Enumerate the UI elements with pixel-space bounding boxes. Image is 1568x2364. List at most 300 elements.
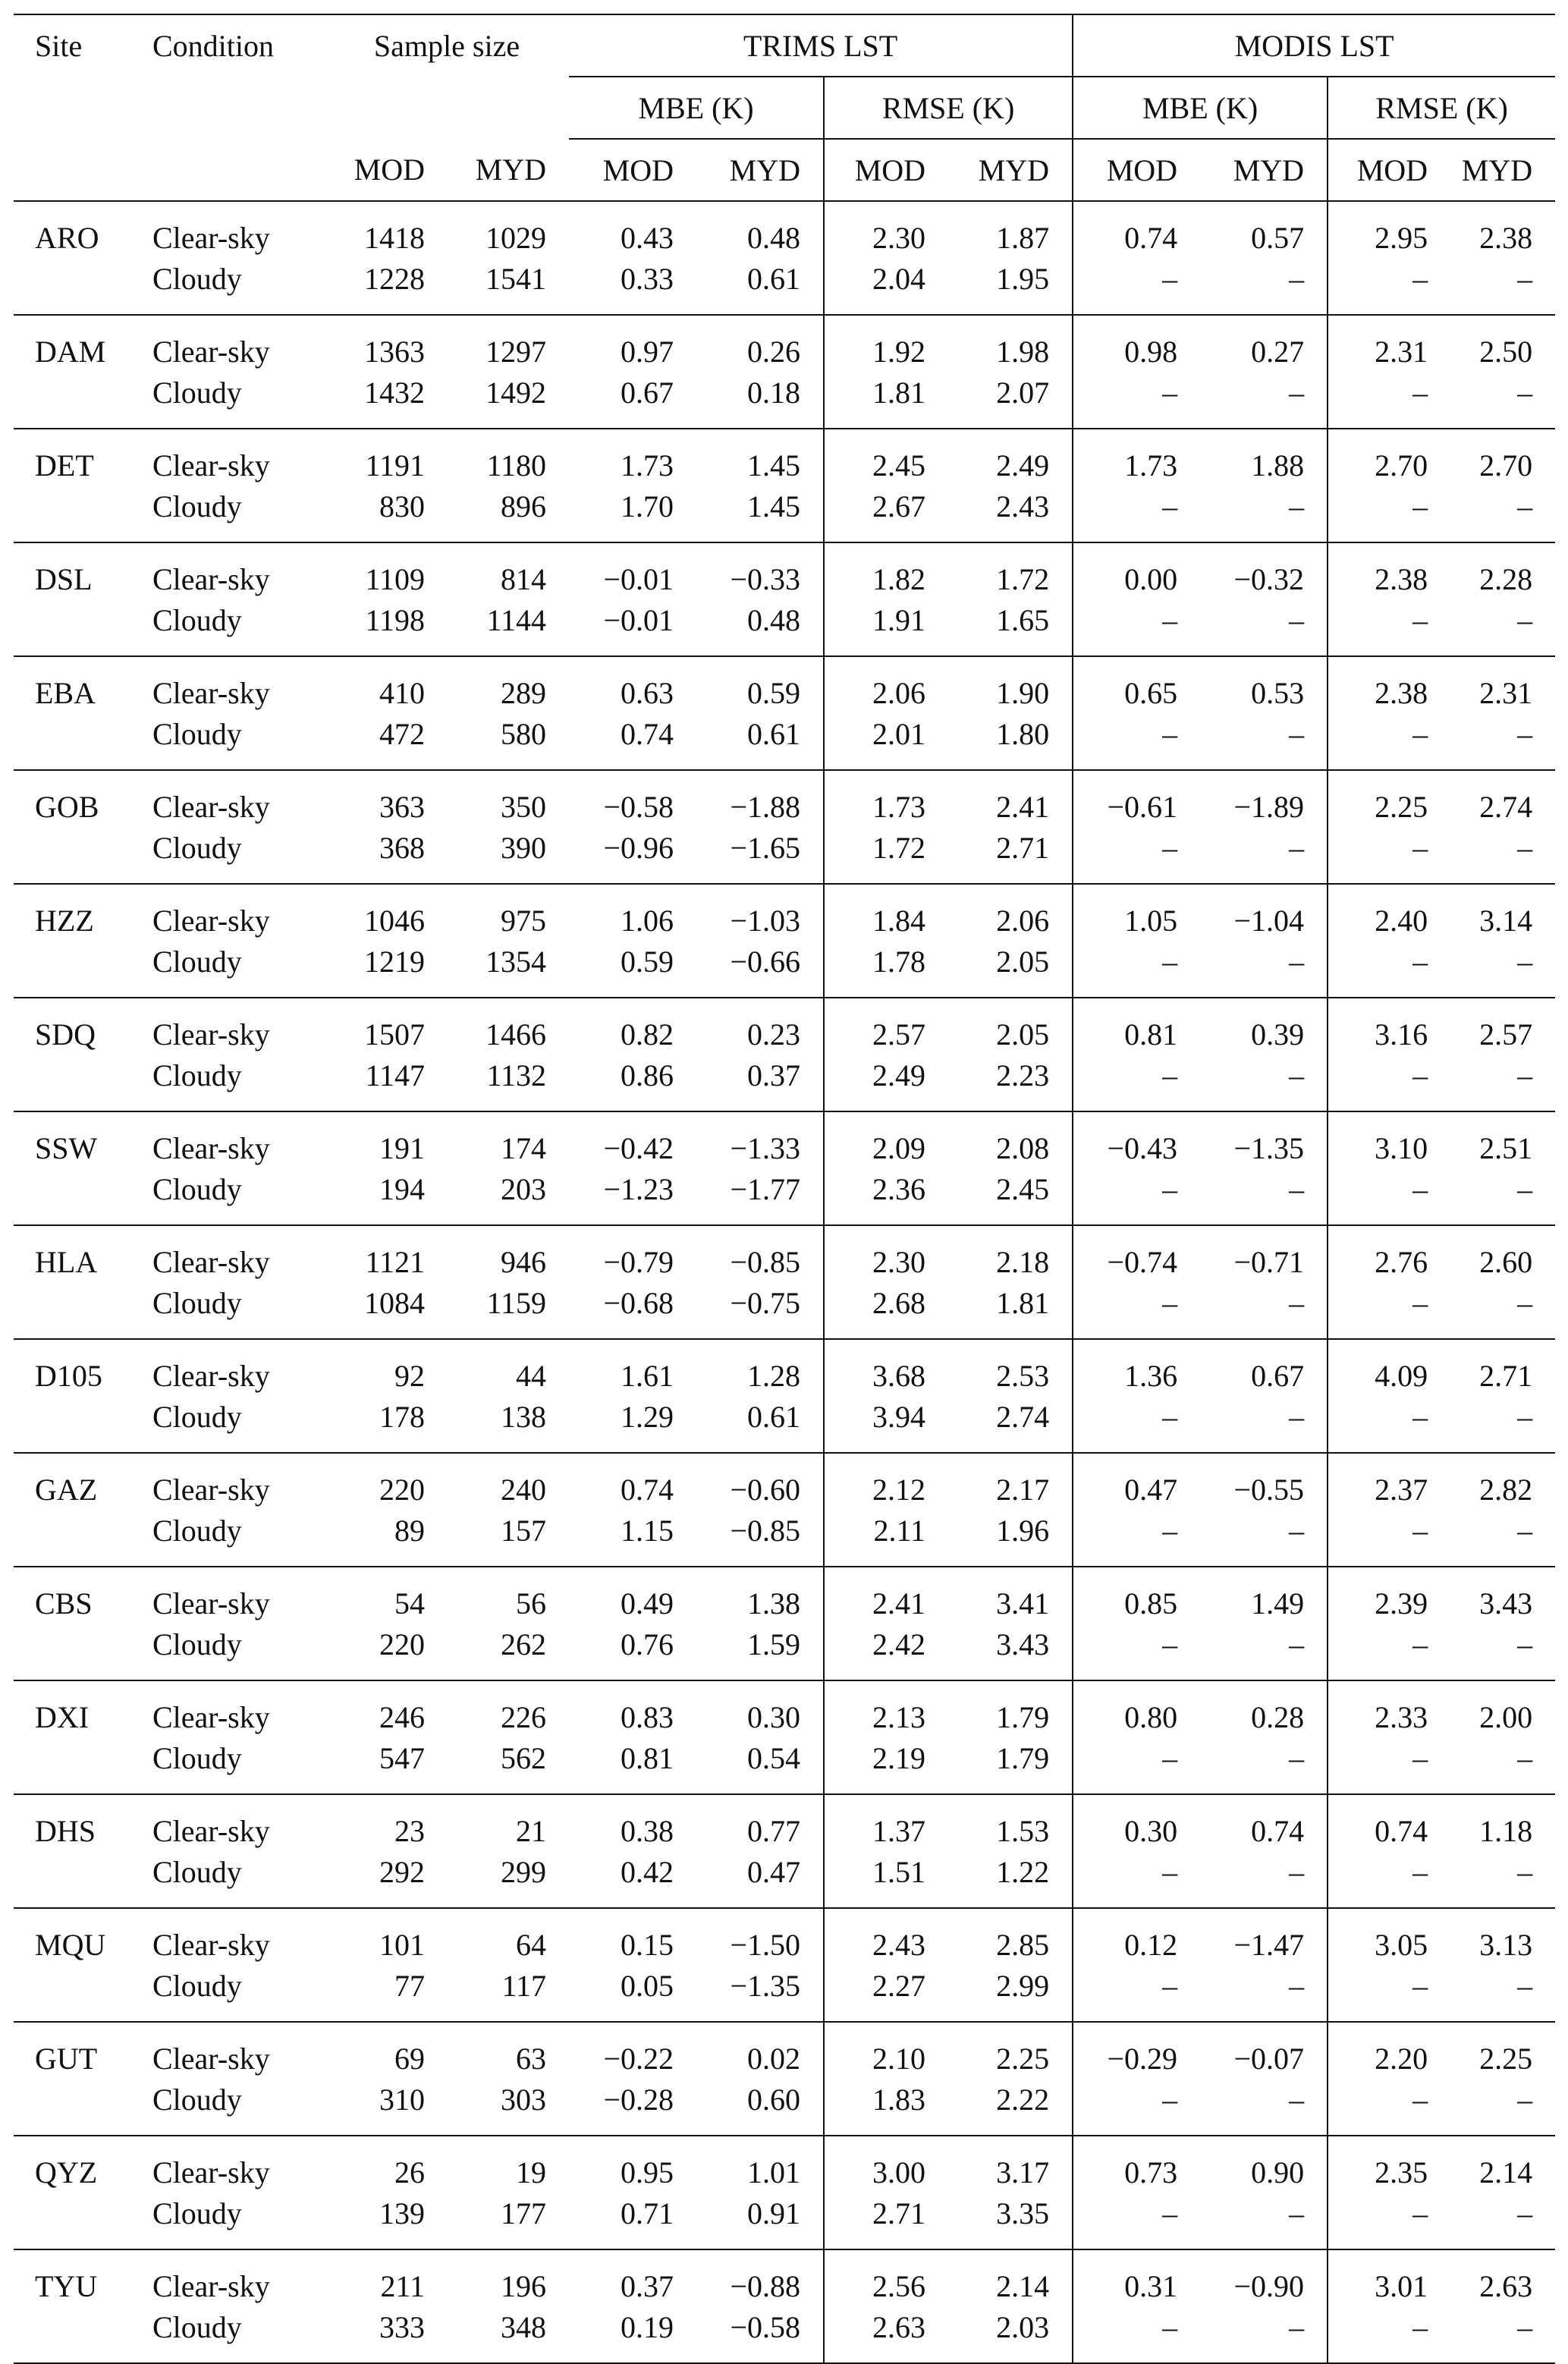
value-cell: −1.65: [730, 830, 801, 865]
value-cell: 44: [516, 1358, 547, 1393]
value-cell: 0.60: [747, 2082, 801, 2117]
value-cell: –: [1073, 486, 1200, 527]
table-row: [14, 1810, 1555, 1851]
value-cell: 240: [501, 1472, 547, 1507]
value-cell: –: [1517, 1058, 1533, 1092]
value-cell: –: [1073, 2193, 1200, 2234]
value-cell: 2.36: [824, 1168, 948, 1209]
value-cell: 1541: [485, 261, 547, 296]
value-cell: –: [1328, 1055, 1450, 1096]
value-cell: 226: [501, 1699, 547, 1734]
condition-cell: Cloudy: [152, 2309, 242, 2344]
condition-cell: Clear-sky: [152, 2268, 270, 2303]
condition-cell: Cloudy: [152, 602, 242, 637]
value-cell: 0.65: [1073, 672, 1200, 713]
value-cell: 0.53: [1251, 675, 1305, 710]
value-cell: 1.80: [996, 716, 1050, 751]
value-cell: 310: [379, 2082, 425, 2117]
value-cell: 1.61: [621, 1358, 674, 1393]
value-cell: 3.10: [1328, 1127, 1450, 1168]
value-cell: 0.57: [1251, 220, 1305, 255]
value-cell: −0.85: [730, 1244, 801, 1279]
value-cell: –: [1517, 261, 1533, 296]
value-cell: 292: [379, 1854, 425, 1889]
value-cell: 0.97: [621, 334, 674, 369]
value-cell: 390: [501, 830, 547, 865]
value-cell: 348: [501, 2309, 547, 2344]
value-cell: −0.58: [730, 2309, 801, 2344]
value-cell: 0.02: [747, 2041, 801, 2076]
value-cell: 0.48: [747, 220, 801, 255]
table-row: [14, 2265, 1555, 2306]
value-cell: 2.25: [1479, 2041, 1533, 2076]
condition-cell: Clear-sky: [152, 1927, 270, 1962]
value-cell: 0.71: [621, 2196, 674, 2230]
table-row: [14, 599, 1555, 640]
value-cell: 0.86: [621, 1058, 674, 1092]
value-cell: 2.35: [1328, 2152, 1450, 2193]
value-cell: –: [1073, 1510, 1200, 1551]
value-cell: 1.65: [996, 602, 1050, 637]
value-cell: 26: [394, 2155, 425, 2190]
value-cell: 1.72: [824, 827, 948, 868]
value-cell: 1.18: [1479, 1813, 1533, 1848]
condition-cell: Cloudy: [152, 1627, 242, 1661]
value-cell: 2.45: [996, 1171, 1050, 1206]
value-cell: 2.95: [1328, 217, 1450, 258]
value-cell: −0.88: [730, 2268, 801, 2303]
condition-cell: Clear-sky: [152, 2041, 270, 2076]
value-cell: –: [1073, 599, 1200, 640]
table-row: [14, 1510, 1555, 1551]
value-cell: –: [1289, 1627, 1305, 1661]
header-sample-mod: MOD: [325, 139, 448, 201]
value-cell: 0.05: [621, 1968, 674, 2003]
value-cell: 1363: [364, 334, 425, 369]
value-cell: 3.43: [1479, 1586, 1533, 1621]
value-cell: 1.37: [824, 1810, 948, 1851]
value-cell: –: [1073, 713, 1200, 754]
value-cell: –: [1073, 1965, 1200, 2006]
value-cell: 2.49: [824, 1055, 948, 1096]
value-cell: 946: [501, 1244, 547, 1279]
value-cell: –: [1328, 1737, 1450, 1778]
value-cell: 896: [501, 489, 547, 523]
value-cell: 0.83: [621, 1699, 674, 1734]
value-cell: 64: [516, 1927, 547, 1962]
value-cell: 0.95: [621, 2155, 674, 2190]
value-cell: 2.14: [996, 2268, 1050, 2303]
value-cell: −0.66: [730, 944, 801, 979]
condition-cell: Cloudy: [152, 716, 242, 751]
value-cell: −0.43: [1073, 1127, 1200, 1168]
value-cell: 2.41: [996, 789, 1050, 824]
condition-cell: Cloudy: [152, 489, 242, 523]
value-cell: −1.47: [1233, 1927, 1305, 1962]
value-cell: 0.74: [1328, 1810, 1450, 1851]
value-cell: 562: [501, 1740, 547, 1775]
header-trims-rmse-mod: MOD: [824, 139, 948, 201]
value-cell: –: [1328, 486, 1450, 527]
value-cell: 2.70: [1328, 445, 1450, 486]
value-cell: 194: [379, 1171, 425, 1206]
table-row: [14, 217, 1555, 258]
value-cell: –: [1289, 2196, 1305, 2230]
value-cell: –: [1328, 827, 1450, 868]
value-cell: 1.81: [996, 1285, 1050, 1320]
value-cell: 3.05: [1328, 1924, 1450, 1965]
value-cell: 1029: [485, 220, 547, 255]
value-cell: 3.17: [996, 2155, 1050, 2190]
value-cell: 196: [501, 2268, 547, 2303]
value-cell: 2.82: [1479, 1472, 1533, 1507]
value-cell: 2.33: [1328, 1696, 1450, 1737]
value-cell: 1.28: [747, 1358, 801, 1393]
value-cell: −0.33: [730, 561, 801, 596]
value-cell: −0.22: [603, 2041, 674, 2076]
value-cell: –: [1328, 2079, 1450, 2120]
value-cell: –: [1073, 1737, 1200, 1778]
header-trims-lst: TRIMS LST: [569, 14, 1073, 77]
value-cell: 1.45: [747, 489, 801, 523]
value-cell: 92: [394, 1358, 425, 1393]
table-row: [14, 900, 1555, 941]
site-name: EBA: [35, 675, 96, 710]
value-cell: –: [1289, 1740, 1305, 1775]
value-cell: 1121: [365, 1244, 425, 1279]
value-cell: 0.67: [621, 375, 674, 410]
value-cell: 363: [379, 789, 425, 824]
condition-cell: Cloudy: [152, 2196, 242, 2230]
value-cell: 63: [516, 2041, 547, 2076]
value-cell: 368: [379, 830, 425, 865]
value-cell: 4.09: [1328, 1355, 1450, 1396]
value-cell: −0.71: [1233, 1244, 1305, 1279]
value-cell: –: [1328, 941, 1450, 982]
value-cell: 0.28: [1251, 1699, 1305, 1734]
header-site: Site: [14, 14, 131, 77]
value-cell: 2.10: [824, 2038, 948, 2079]
value-cell: 830: [379, 489, 425, 523]
value-cell: 2.25: [1328, 786, 1450, 827]
value-cell: –: [1517, 1513, 1533, 1548]
value-cell: 2.28: [1479, 561, 1533, 596]
table-row: [14, 1241, 1555, 1282]
value-cell: 2.06: [824, 672, 948, 713]
value-cell: 975: [501, 903, 547, 938]
table-row: [14, 1282, 1555, 1323]
condition-cell: Clear-sky: [152, 1699, 270, 1734]
condition-cell: Cloudy: [152, 375, 242, 410]
value-cell: 2.74: [1479, 789, 1533, 824]
value-cell: –: [1289, 830, 1305, 865]
value-cell: −0.85: [730, 1513, 801, 1548]
table-row: [14, 1737, 1555, 1778]
table-row: [14, 786, 1555, 827]
value-cell: 101: [379, 1927, 425, 1962]
value-cell: 2.38: [1479, 220, 1533, 255]
value-cell: −0.01: [603, 561, 674, 596]
header-modis-rmse: RMSE (K): [1328, 77, 1555, 139]
value-cell: 0.98: [1073, 331, 1200, 372]
table-row: [14, 1965, 1555, 2006]
value-cell: 1.81: [824, 372, 948, 413]
value-cell: –: [1517, 602, 1533, 637]
table-row: [14, 941, 1555, 982]
value-cell: 2.18: [996, 1244, 1050, 1279]
value-cell: 2.57: [824, 1014, 948, 1055]
value-cell: −0.90: [1233, 2268, 1305, 2303]
value-cell: 1507: [364, 1017, 425, 1052]
value-cell: 2.42: [824, 1624, 948, 1665]
header-trims-rmse-myd: MYD: [948, 139, 1073, 201]
condition-cell: Cloudy: [152, 1399, 242, 1434]
value-cell: 2.27: [824, 1965, 948, 2006]
value-cell: 19: [516, 2155, 547, 2190]
site-name: GUT: [35, 2041, 98, 2076]
value-cell: –: [1517, 1171, 1533, 1206]
value-cell: –: [1289, 1285, 1305, 1320]
value-cell: 0.74: [1073, 217, 1200, 258]
value-cell: –: [1517, 1968, 1533, 2003]
site-name: HLA: [35, 1244, 98, 1279]
value-cell: 0.61: [747, 1399, 801, 1434]
value-cell: 0.23: [747, 1017, 801, 1052]
value-cell: –: [1073, 827, 1200, 868]
condition-cell: Clear-sky: [152, 334, 270, 369]
condition-cell: Clear-sky: [152, 1813, 270, 1848]
value-cell: −1.04: [1233, 903, 1305, 938]
value-cell: 1.78: [824, 941, 948, 982]
site-name: DXI: [35, 1699, 90, 1734]
value-cell: 1.72: [996, 561, 1050, 596]
value-cell: –: [1073, 1282, 1200, 1323]
value-cell: 1.15: [621, 1513, 674, 1548]
value-cell: 2.00: [1479, 1699, 1533, 1734]
value-cell: 203: [501, 1171, 547, 1206]
value-cell: 56: [516, 1586, 547, 1621]
value-cell: 3.01: [1328, 2265, 1450, 2306]
value-cell: 2.07: [996, 375, 1050, 410]
value-cell: 3.35: [996, 2196, 1050, 2230]
condition-cell: Clear-sky: [152, 789, 270, 824]
value-cell: 0.30: [747, 1699, 801, 1734]
value-cell: 2.63: [824, 2306, 948, 2347]
value-cell: 0.48: [747, 602, 801, 637]
value-cell: −1.89: [1233, 789, 1305, 824]
value-cell: –: [1289, 602, 1305, 637]
value-cell: 157: [501, 1513, 547, 1548]
condition-cell: Clear-sky: [152, 2155, 270, 2190]
value-cell: –: [1289, 1399, 1305, 1434]
value-cell: –: [1517, 489, 1533, 523]
value-cell: 2.43: [824, 1924, 948, 1965]
value-cell: 2.37: [1328, 1469, 1450, 1510]
value-cell: 0.59: [621, 944, 674, 979]
value-cell: 2.63: [1479, 2268, 1533, 2303]
value-cell: –: [1517, 2309, 1533, 2344]
value-cell: –: [1073, 1396, 1200, 1437]
value-cell: 2.04: [824, 258, 948, 299]
value-cell: 1297: [485, 334, 547, 369]
table-row: [14, 558, 1555, 599]
value-cell: –: [1073, 941, 1200, 982]
table-row: [14, 258, 1555, 299]
value-cell: 3.16: [1328, 1014, 1450, 1055]
value-cell: 2.23: [996, 1058, 1050, 1092]
value-cell: 0.38: [621, 1813, 674, 1848]
value-cell: 0.90: [1251, 2155, 1305, 2190]
value-cell: 2.57: [1479, 1017, 1533, 1052]
value-cell: –: [1328, 372, 1450, 413]
value-cell: 3.00: [824, 2152, 948, 2193]
value-cell: 0.47: [747, 1854, 801, 1889]
value-cell: 814: [501, 561, 547, 596]
value-cell: 69: [394, 2041, 425, 2076]
header-modis-mbe-mod: MOD: [1073, 139, 1200, 201]
table-row: [14, 2152, 1555, 2193]
value-cell: 1.45: [747, 448, 801, 483]
condition-cell: Clear-sky: [152, 903, 270, 938]
value-cell: −0.74: [1073, 1241, 1200, 1282]
value-cell: 77: [394, 1968, 425, 2003]
condition-cell: Clear-sky: [152, 1586, 270, 1621]
value-cell: 2.71: [824, 2193, 948, 2234]
header-trims-mbe-mod: MOD: [569, 139, 696, 201]
condition-cell: Cloudy: [152, 830, 242, 865]
value-cell: 0.81: [1073, 1014, 1200, 1055]
value-cell: 0.61: [747, 261, 801, 296]
value-cell: 2.05: [996, 944, 1050, 979]
value-cell: −1.33: [730, 1130, 801, 1165]
value-cell: 0.30: [1073, 1810, 1200, 1851]
value-cell: 1.95: [996, 261, 1050, 296]
value-cell: 0.74: [1251, 1813, 1305, 1848]
site-name: DHS: [35, 1813, 96, 1848]
value-cell: –: [1289, 1854, 1305, 1889]
value-cell: −0.79: [603, 1244, 674, 1279]
value-cell: 1147: [365, 1058, 425, 1092]
condition-cell: Cloudy: [152, 1058, 242, 1092]
value-cell: –: [1328, 2306, 1450, 2347]
header-modis-mbe-myd: MYD: [1200, 139, 1328, 201]
value-cell: 1.38: [747, 1586, 801, 1621]
value-cell: 1.06: [621, 903, 674, 938]
value-cell: –: [1073, 1168, 1200, 1209]
value-cell: 0.77: [747, 1813, 801, 1848]
table-header: [14, 14, 1555, 201]
value-cell: −0.07: [1233, 2041, 1305, 2076]
value-cell: –: [1289, 2309, 1305, 2344]
header-modis-lst: MODIS LST: [1073, 14, 1555, 77]
value-cell: –: [1328, 1282, 1450, 1323]
table-row: [14, 331, 1555, 372]
table-row: [14, 1696, 1555, 1737]
value-cell: 1.79: [996, 1740, 1050, 1775]
value-cell: –: [1289, 261, 1305, 296]
header-modis-mbe: MBE (K): [1073, 77, 1328, 139]
condition-cell: Cloudy: [152, 1513, 242, 1548]
table-row: [14, 445, 1555, 486]
value-cell: 1.73: [621, 448, 674, 483]
table-row: [14, 1396, 1555, 1437]
value-cell: 1432: [364, 375, 425, 410]
value-cell: 54: [394, 1586, 425, 1621]
value-cell: −1.35: [730, 1968, 801, 2003]
value-cell: –: [1289, 716, 1305, 751]
value-cell: 299: [501, 1854, 547, 1889]
value-cell: 1.98: [996, 334, 1050, 369]
value-cell: 0.54: [747, 1740, 801, 1775]
table-row: [14, 1014, 1555, 1055]
value-cell: 2.71: [1479, 1358, 1533, 1393]
table-row: [14, 1355, 1555, 1396]
condition-cell: Clear-sky: [152, 675, 270, 710]
value-cell: 3.13: [1479, 1927, 1533, 1962]
header-sample-size: Sample size: [325, 14, 569, 77]
value-cell: –: [1289, 1171, 1305, 1206]
value-cell: –: [1328, 1510, 1450, 1551]
value-cell: –: [1517, 716, 1533, 751]
table-row: [14, 2038, 1555, 2079]
value-cell: –: [1517, 2082, 1533, 2117]
value-cell: 1.70: [621, 489, 674, 523]
value-cell: 2.40: [1328, 900, 1450, 941]
value-cell: 1.82: [824, 558, 948, 599]
value-cell: 1.90: [996, 675, 1050, 710]
value-cell: 580: [501, 716, 547, 751]
condition-cell: Cloudy: [152, 2082, 242, 2117]
value-cell: –: [1289, 2082, 1305, 2117]
value-cell: –: [1328, 1396, 1450, 1437]
value-cell: 3.14: [1479, 903, 1533, 938]
condition-cell: Cloudy: [152, 944, 242, 979]
value-cell: –: [1517, 944, 1533, 979]
value-cell: 3.43: [996, 1627, 1050, 1661]
value-cell: 0.19: [621, 2309, 674, 2344]
value-cell: 2.09: [824, 1127, 948, 1168]
value-cell: –: [1073, 2079, 1200, 2120]
value-cell: 1159: [486, 1285, 547, 1320]
condition-cell: Clear-sky: [152, 1244, 270, 1279]
value-cell: 2.25: [996, 2041, 1050, 2076]
value-cell: 3.41: [996, 1586, 1050, 1621]
value-cell: 262: [501, 1627, 547, 1661]
value-cell: 0.39: [1251, 1017, 1305, 1052]
value-cell: –: [1328, 1168, 1450, 1209]
condition-cell: Cloudy: [152, 1968, 242, 2003]
value-cell: 1046: [364, 903, 425, 938]
site-name: QYZ: [35, 2155, 98, 2190]
value-cell: –: [1328, 713, 1450, 754]
value-cell: 2.08: [996, 1130, 1050, 1165]
value-cell: 178: [379, 1399, 425, 1434]
value-cell: 1.96: [996, 1513, 1050, 1548]
value-cell: 0.27: [1251, 334, 1305, 369]
value-cell: −0.75: [730, 1285, 801, 1320]
value-cell: –: [1328, 1624, 1450, 1665]
value-cell: 0.49: [621, 1586, 674, 1621]
value-cell: 23: [394, 1813, 425, 1848]
site-name: ARO: [35, 220, 99, 255]
value-cell: –: [1289, 1968, 1305, 2003]
value-cell: –: [1328, 258, 1450, 299]
value-cell: 211: [380, 2268, 425, 2303]
value-cell: 2.31: [1328, 331, 1450, 372]
table-body: [14, 201, 1555, 2363]
value-cell: 0.43: [621, 220, 674, 255]
header-sample-myd: MYD: [448, 139, 569, 201]
